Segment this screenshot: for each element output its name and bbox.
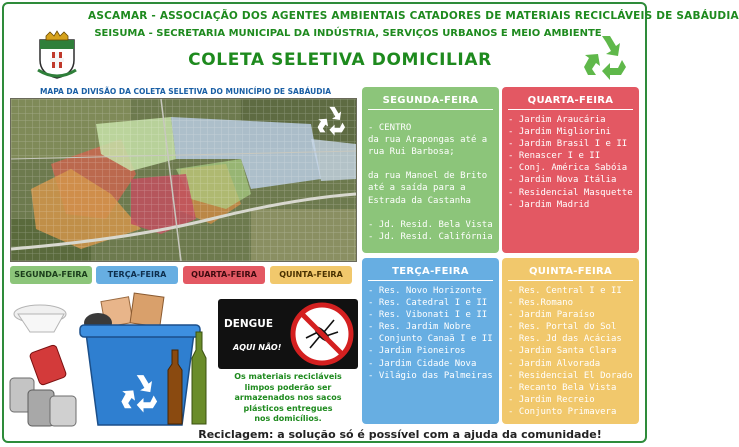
- schedule-segunda: [362, 87, 499, 253]
- recycle-icon: [580, 30, 632, 82]
- municipal-crest-icon: [36, 30, 78, 80]
- header-secretariat: SEISUMA - SECRETARIA MUNICIPAL DA INDÚSTRIA, SERVIÇOS URBANOS E MEIO AMBIENTE: [94, 28, 602, 39]
- schedule-quarta-items: - Jardim Araucária - Jardim Migliorini - Jardim Brasil I e II - Renascer I e II - Conj. América Sabóia - Jardim Nova Itália - Residencial Masquette - Jardim Madrid: [508, 115, 633, 210]
- schedule-quinta-title: QUINTA-FEIRA: [528, 266, 613, 277]
- schedule-quarta-title: QUARTA-FEIRA: [527, 95, 614, 106]
- legend-terca: TERÇA-FEIRA: [96, 266, 178, 284]
- aerial-map: [10, 98, 357, 262]
- storage-note: Os materiais recicláveis limpos poderão ser armazenados nos sacos plásticos entregues nos domicílios.: [234, 372, 342, 423]
- header-association: ASCAMAR - ASSOCIAÇÃO DOS AGENTES AMBIENTAIS CATADORES DE MATERIAIS RECICLÁVEIS DE SABÁUDIA: [88, 10, 739, 22]
- schedule-terca-title: TERÇA-FEIRA: [392, 266, 469, 277]
- schedule-segunda-title: SEGUNDA-FEIRA: [382, 95, 479, 106]
- recyclables-illustration: [10, 300, 80, 428]
- schedule-quinta: [502, 258, 639, 424]
- footer-slogan: Reciclagem: a solução só é possível com a ajuda da comunidade!: [198, 428, 602, 441]
- page-title: COLETA SELETIVA DOMICILIAR: [188, 50, 492, 70]
- dengue-subtitle: AQUI NÃO!: [233, 343, 282, 352]
- map-title: MAPA DA DIVISÃO DA COLETA SELETIVA DO MUNICÍPIO DE SABÁUDIA: [39, 87, 332, 96]
- divider: [508, 280, 633, 281]
- mosquito-prohibited-icon: [290, 302, 354, 366]
- schedule-terca-items: - Res. Novo Horizonte - Res. Catedral I e II - Res. Vibonati I e II - Res. Jardim Nobre - Conjunto Canaã I e II - Jardim Pioneiros - Jardim Cidade Nova - Világio das Palmeiras: [368, 286, 493, 381]
- legend-quarta: QUARTA-FEIRA: [183, 266, 265, 284]
- schedule-terca: [362, 258, 499, 424]
- divider: [508, 109, 633, 110]
- schedule-quarta: [502, 87, 639, 253]
- schedule-segunda-items: - CENTRO da rua Arapongas até a rua Rui Barbosa; da rua Manoel de Brito até a saída para a Estrada da Castanha - Jd. Resid. Bela Vista - Jd. Resid. Califórnia: [368, 123, 493, 242]
- legend-quinta: QUINTA-FEIRA: [270, 266, 352, 284]
- glass-bottles-icon: [160, 330, 215, 428]
- legend-segunda: SEGUNDA-FEIRA: [10, 266, 92, 284]
- map-recycle-icon: [315, 103, 349, 137]
- divider: [368, 280, 493, 281]
- divider: [368, 109, 493, 110]
- schedule-quinta-items: - Res. Central I e II - Res.Romano - Jardim Paraíso - Res. Portal do Sol - Res. Jd das Acácias - Jardim Santa Clara - Jardim Alvorada - Residencial El Dorado - Recanto Bela Vista - Jardim Recreio - Conjunto Primavera: [508, 286, 633, 417]
- dengue-title: DENGUE: [224, 318, 273, 330]
